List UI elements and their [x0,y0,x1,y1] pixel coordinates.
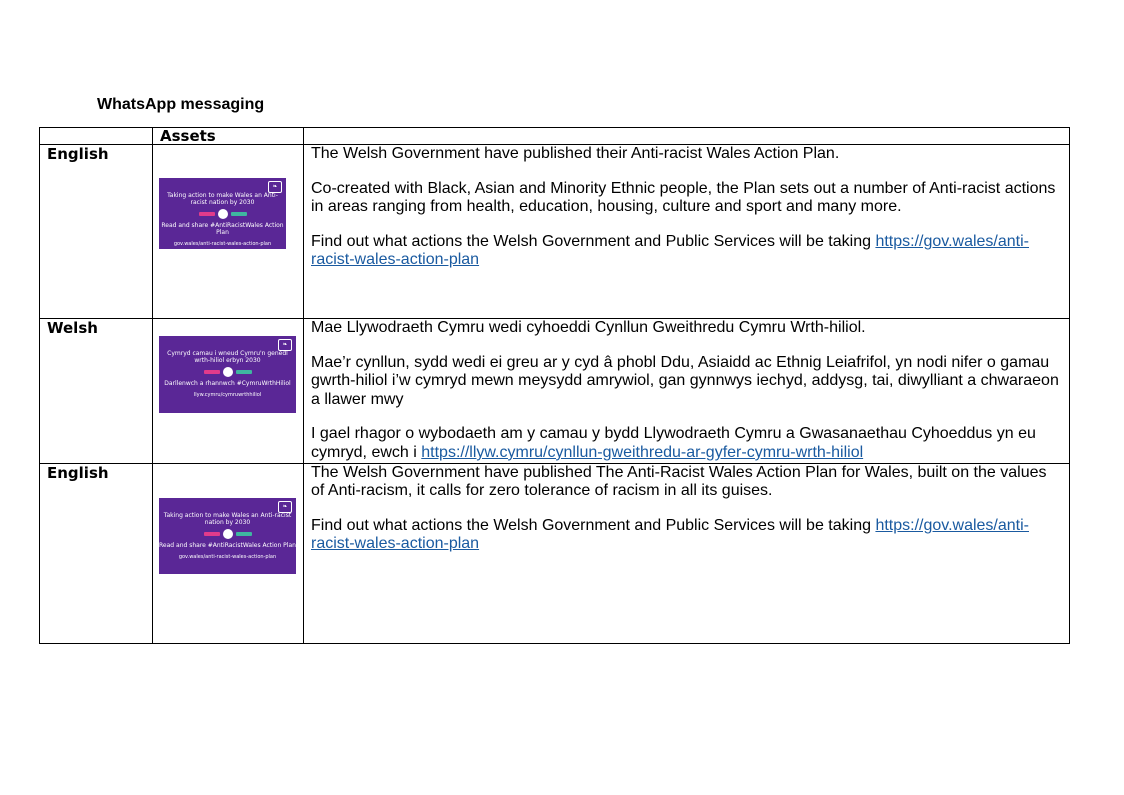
message-cell [304,319,1070,464]
header-cell-language [40,128,153,145]
action-plan-link[interactable]: https://gov.wales/anti-racist-wales-action-plan [311,232,1029,269]
document-title: WhatsApp messaging [97,96,265,113]
welsh-government-crest-icon: ❧ [278,501,292,513]
welsh-government-crest-icon: ❧ [278,339,292,351]
language-label: Welsh [47,319,98,337]
language-label: English [47,463,109,482]
person-icon [223,529,233,539]
asset-headline: Cymryd camau i wneud Cymru'n genedl wrth-hiliol erbyn 2030 [167,350,288,364]
message-cell [304,463,1070,643]
assets-heading: Assets [160,127,216,145]
action-plan-link[interactable]: https://gov.wales/anti-racist-wales-action-plan [311,516,1029,553]
asset-cta: Darllenwch a rhannwch #CymruWrthHiliol [164,380,291,387]
language-cell [40,463,153,643]
header-cell-message [304,128,1070,145]
message-paragraph: The Welsh Government have published their Anti-racist Wales Action Plan. [311,145,840,162]
table-row [40,145,1070,319]
asset-image [159,336,296,413]
asset-cell [153,145,304,319]
asset-url: gov.wales/anti-racist-wales-action-plan [173,241,272,247]
header-cell-assets [153,128,304,145]
language-label: English [47,145,109,163]
action-plan-link[interactable]: https://llyw.cymru/cynllun-gweithredu-ar-gyfer-cymru-wrth-hiliol [421,443,864,461]
badge-pink [199,212,215,216]
person-icon [218,209,228,219]
badge-green [231,212,247,216]
asset-headline: Taking action to make Wales an Anti-racist nation by 2030 [167,192,278,206]
message-link-paragraph [311,517,1061,554]
language-cell [40,145,153,319]
message-paragraph: Co-created with Black, Asian and Minority Ethnic people, the Plan sets out a number of Anti-racist actions in areas ranging from health, education, housing, culture and sport and many more. [311,179,1056,216]
asset-cell [153,463,304,643]
link-lead-text: Find out what actions the Welsh Government and Public Services will be taking [311,516,876,534]
asset-cta: Read and share #AntiRacistWales Action Plan [161,222,284,236]
asset-cta: Read and share #AntiRacistWales Action Plan [159,541,296,549]
message-link-paragraph [311,233,1061,270]
message-paragraph: Mae’r cynllun, sydd wedi ei greu ar y cyd â phobl Ddu, Asiaidd ac Ethnig Leiafrifol, yn nodi nifer o gamau gwrth-hiliol i’w cymryd mewn meysydd amrywiol, gan gynnwys iechyd, addysg, tai, diwylliant a chwaraeon a llawer mwy [311,353,1059,408]
link-lead-text: Find out what actions the Welsh Government and Public Services will be taking [311,232,876,250]
asset-url: gov.wales/anti-racist-wales-action-plan [178,553,277,560]
whatsapp-messaging-table [39,127,1070,644]
table-row [40,463,1070,643]
message-paragraph: The Welsh Government have published The Anti-Racist Wales Action Plan for Wales, built on the values of Anti-racism, it calls for zero tolerance of racism in all its guises. [311,463,1047,500]
asset-cell [153,319,304,464]
link-lead-text: I gael rhagor o wybodaeth am y camau y bydd Llywodraeth Cymru a Gwasanaethau Cyhoeddus yn eu cymryd, ewch i [311,425,1036,461]
badge-green [236,370,252,374]
badge-pink [204,532,220,536]
table-header-row [40,128,1070,145]
message-paragraph: Mae Llywodraeth Cymru wedi cyhoeddi Cynllun Gweithredu Cymru Wrth-hiliol. [311,319,866,336]
badge-pink [204,370,220,374]
message-link-paragraph [311,425,1061,462]
asset-image [159,498,296,574]
asset-image [159,178,286,249]
welsh-government-crest-icon: ❧ [268,181,282,193]
asset-url: llyw.cymru/cymruwrthhiliol [193,392,262,398]
table-row [40,319,1070,464]
badge-green [236,532,252,536]
message-cell [304,145,1070,319]
asset-headline: Taking action to make Wales an Anti-racist nation by 2030 [163,511,292,526]
person-icon [223,367,233,377]
language-cell [40,319,153,464]
